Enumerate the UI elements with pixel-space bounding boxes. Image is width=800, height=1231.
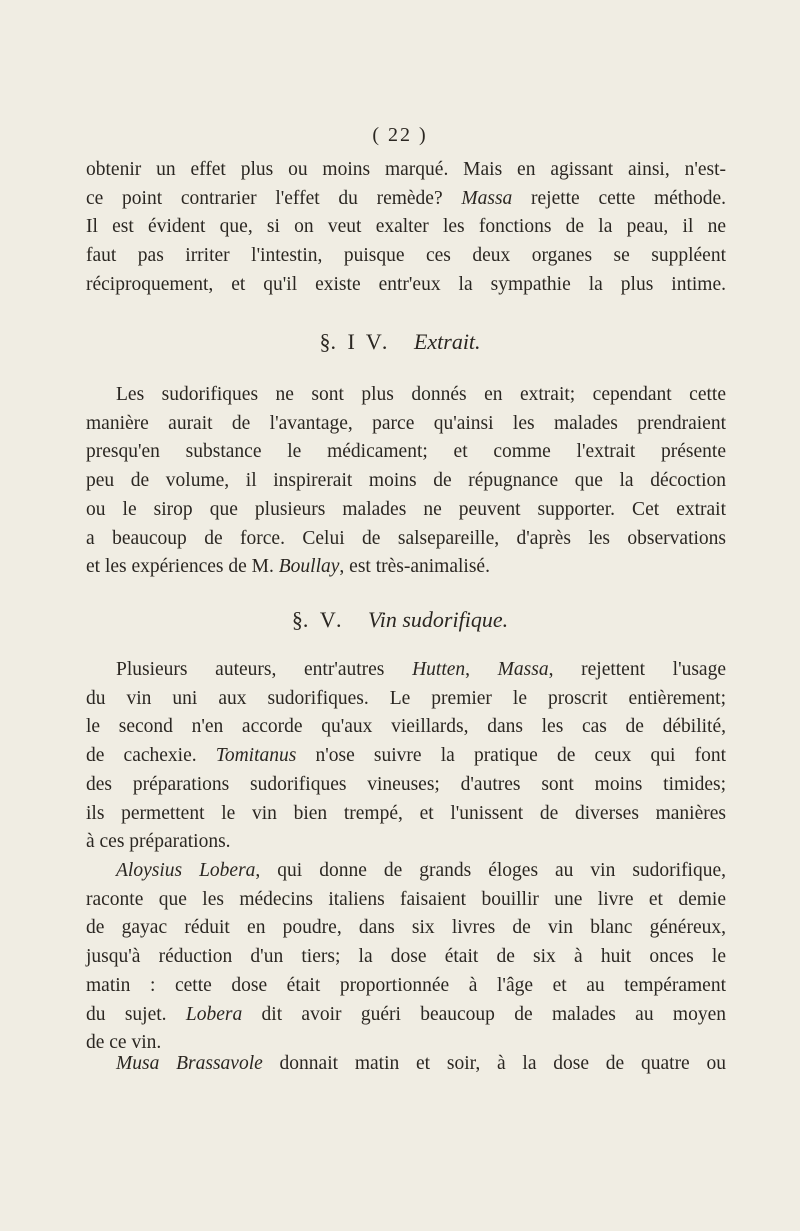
text-line: des préparations sudorifiques vineuses; d'autres sont moins timides; xyxy=(86,773,726,795)
text-line: Il est évident que, si on veut exalter les fonctions de la peau, il ne xyxy=(86,216,726,238)
text-line: ils permettent le vin bien trempé, et l'unissent de diverses manières xyxy=(86,802,726,824)
text-line: obtenir un effet plus ou moins marqué. Mais en agissant ainsi, n'est- xyxy=(86,159,726,180)
section-heading-extrait xyxy=(0,327,800,357)
text-line: le second n'en accorde qu'aux vieillards, dans les cas de débilité, xyxy=(86,716,726,738)
text-line: jusqu'à réduction d'un tiers; la dose était de six à huit onces le xyxy=(86,946,726,968)
paragraph-vin xyxy=(86,656,726,857)
section-title: Vin sudorifique. xyxy=(367,607,509,632)
text-line: du vin uni aux sudorifiques. Le premier le proscrit entièrement; xyxy=(86,687,726,709)
text-line: de ce vin. xyxy=(86,1032,162,1054)
text-line: ce point contrarier l'effet du remède? Massa rejette cette méthode. xyxy=(86,187,726,209)
paragraph-extrait xyxy=(86,381,726,582)
text-line: de gayac réduit en poudre, dans six livres de vin blanc généreux, xyxy=(86,917,726,939)
text-line: de cachexie. Tomitanus n'ose suivre la pratique de ceux qui font xyxy=(86,745,726,767)
section-number: I V. xyxy=(347,329,391,354)
section-sign: §. xyxy=(291,607,309,632)
text-line: a beaucoup de force. Celui de salsepareille, d'après les observations xyxy=(86,527,726,549)
paragraph-lobera xyxy=(86,857,726,1058)
text-line: Musa Brassavole donnait matin et soir, à la dose de quatre ou xyxy=(116,1053,726,1074)
text-line: ou le sirop que plusieurs malades ne peuvent supporter. Cet extrait xyxy=(86,498,726,520)
text-line: raconte que les médecins italiens faisaient bouillir une livre et demie xyxy=(86,888,726,910)
paragraph-brassavole xyxy=(86,1050,726,1079)
text-line: réciproquement, et qu'il existe entr'eux la sympathie la plus intime. xyxy=(86,273,726,295)
text-line: du sujet. Lobera dit avoir guéri beaucoup de malades au moyen xyxy=(86,1003,726,1025)
section-title: Extrait. xyxy=(413,329,481,354)
page-number: ( 22 ) xyxy=(372,124,428,146)
text-line: Plusieurs auteurs, entr'autres Hutten, Massa, rejettent l'usage xyxy=(116,659,726,680)
text-line: peu de volume, il inspirerait moins de répugnance que la décoction xyxy=(86,470,726,492)
text-line: et les expériences de M. Boullay, est très-animalisé. xyxy=(86,556,490,578)
text-line: matin : cette dose était proportionnée à l'âge et au tempérament xyxy=(86,974,726,996)
text-line: presqu'en substance le médicament; et comme l'extrait présente xyxy=(86,441,726,463)
text-line: manière aurait de l'avantage, parce qu'ainsi les malades prendraient xyxy=(86,412,726,434)
text-line: faut pas irriter l'intestin, puisque ces deux organes se suppléent xyxy=(86,245,726,267)
text-line: à ces préparations. xyxy=(86,831,231,853)
section-sign: §. xyxy=(319,329,336,354)
paragraph-continued xyxy=(86,156,726,300)
section-heading-vin-sudorifique xyxy=(0,605,800,635)
text-line: Aloysius Lobera, qui donne de grands éloges au vin sudorifique, xyxy=(116,860,727,881)
section-number: V. xyxy=(319,607,345,632)
text-line: Les sudorifiques ne sont plus donnés en extrait; cependant cette xyxy=(116,384,726,405)
